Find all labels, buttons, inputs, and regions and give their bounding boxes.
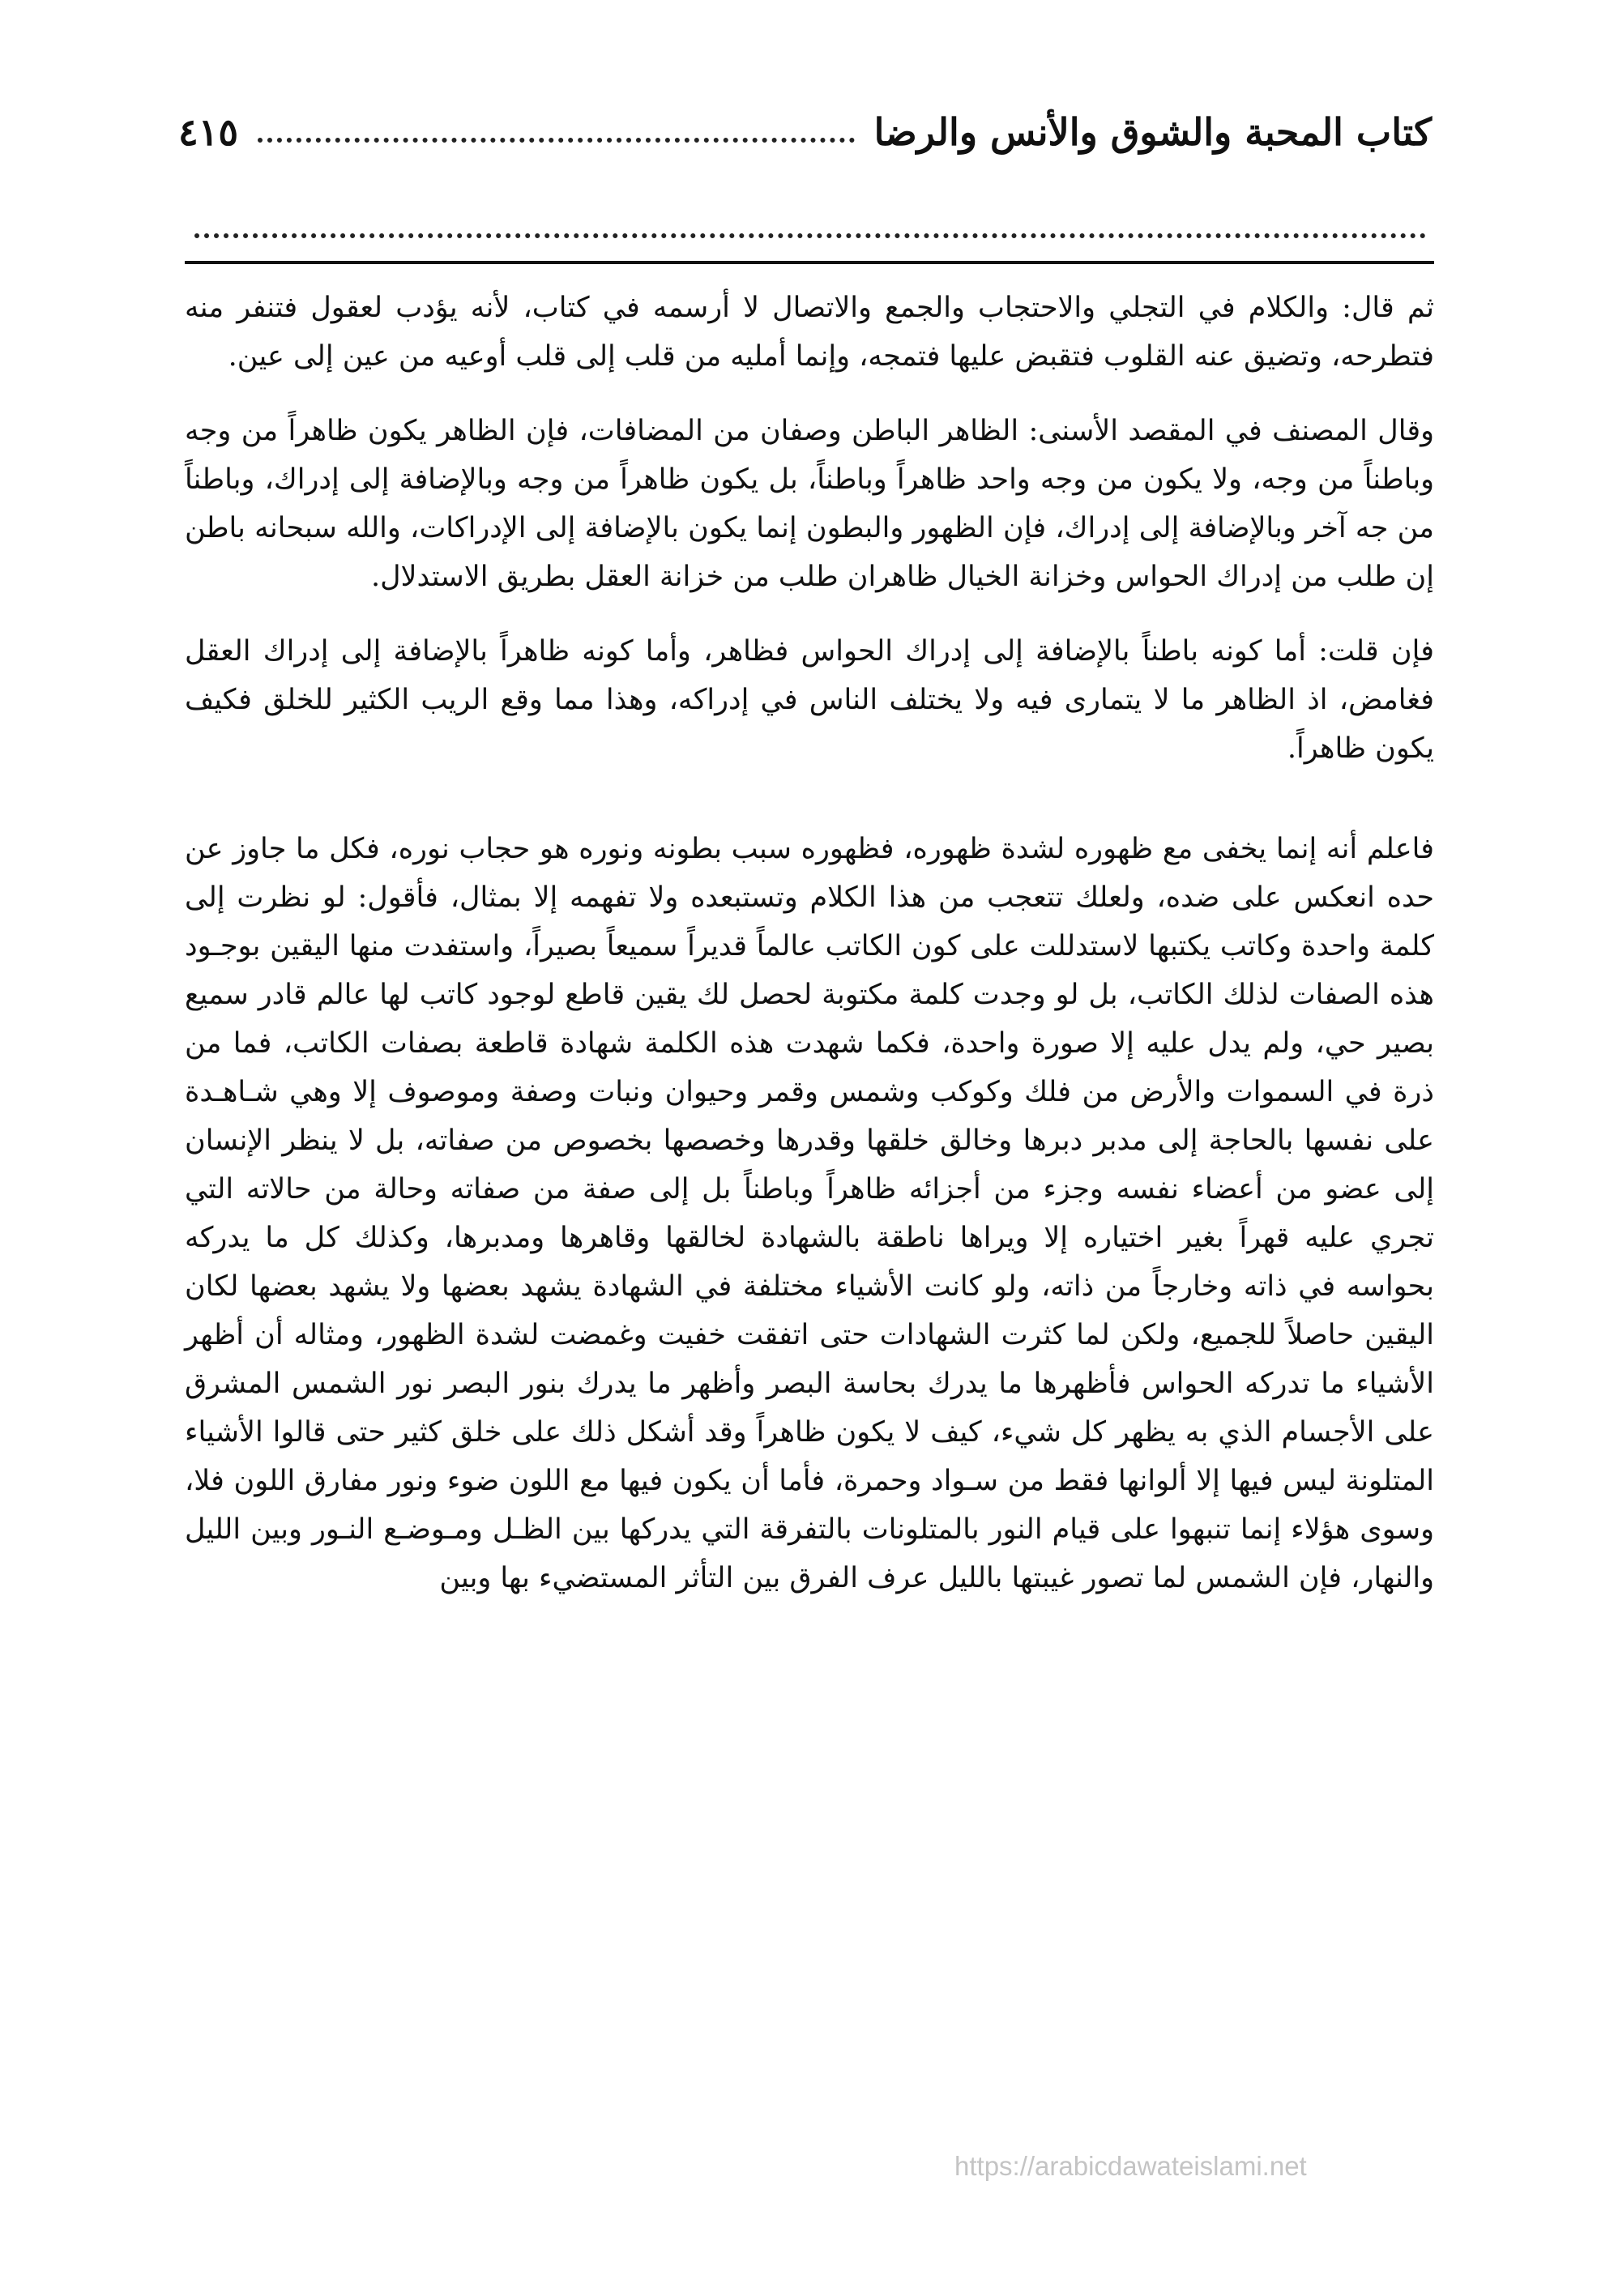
paragraph: فاعلم أنه إنما يخفى مع ظهوره لشدة ظهوره، فظهوره سبب بطونه ونوره هو حجاب نوره، فكل ما جاوز عن حده انعكس على ضده، ولعلك تتعجب من هذا الكلام وتستبعده ولا تفهمه إلا بمثال، فأقول: لو نظرت إلى كلمة واحدة وكاتب يكتبها لاستدللت على كون الكاتب عالماً قديراً سميعاً بصيراً، واستفدت منها اليقين بوجـود هذه الصفات لذلك الكاتب، بل لو وجدت كلمة مكتوبة لحصل لك يقين قاطع لوجود كاتب لها عالم قادر سميع بصير حي، ولم يدل عليه إلا صورة واحدة، فكما شهدت هذه الكلمة شهادة قاطعة بصفات الكاتب، فما من ذرة في السموات والأرض من فلك وكوكب وشمس وقمر وحيوان ونبات وصفة وموصوف إلا وهي شـاهـدة على نفسها بالحاجة إلى مدبر دبرها وخالق خلقها وقدرها وخصصها بخصوص من صفاته، بل لا ينظر الإنسان إلى عضو من أعضاء نفسه وجزء من أجزائه ظاهراً وباطناً بل إلى صفة من صفاته وحالة من حالاته التي تجري عليه قهراً بغير اختياره إلا ويراها ناطقة بالشهادة لخالقها وقاهرها ومدبرها، وكذلك كل ما يدركه بحواسه في ذاته وخارجاً من ذاته، ولو كانت الأشياء مختلفة في الشهادة يشهد بعضها ولا يشهد بعضها لكان اليقين حاصلاً للجميع، ولكن لما كثرت الشهادات حتى اتفقت خفيت وغمضت لشدة الظهور، ومثاله أن أظهر الأشياء ما تدركه الحواس فأظهرها ما يدرك بحاسة البصر وأظهر ما يدرك بنور البصر نور الشمس المشرق على الأجسام الذي به يظهر كل شيء، كيف لا يكون ظاهراً وقد أشكل ذلك على خلق كثير حتى قالوا الأشياء المتلونة ليس فيها إلا ألوانها فقط من سـواد وحمرة، فأما أن يكون فيها مع اللون ضوء ونور مفارق اللون فلا، وسوى هؤلاء إنما تنبهوا على قيام النور بالمتلونات بالتفرقة التي يدركها بين الظـل ومـوضـع النـور وبين الليل والنهار، فإن الشمس لما تصور غيبتها بالليل عرف الفرق بين التأثر المستضيء بها وبين (185, 833, 1434, 1594)
body-text (185, 284, 1434, 1603)
paragraph: وقال المصنف في المقصد الأسنى: الظاهر الباطن وصفان من المضافات، فإن الظاهر يكون ظاهراً من وجه وباطناً من وجه، ولا يكون من وجه واحد ظاهراً وباطناً، بل يكون ظاهراً من وجه وبالإضافة إلى إدراك، وباطناً من جه آخر وبالإضافة إلى إدراك، فإن الظهور والبطون إنما يكون بالإضافة إلى الإدراكات، والله سبحانه باطن إن طلب من إدراك الحواس وخزانة الخيال ظاهران طلب من خزانة العقل بطريق الاستدلال. (185, 415, 1434, 593)
dotted-separator (194, 233, 1426, 238)
chapter-title: كتاب المحبة والشوق والأنس والرضا (873, 110, 1432, 154)
paragraph: فإن قلت: أما كونه باطناً بالإضافة إلى إدراك الحواس فظاهر، وأما كونه ظاهراً بالإضافة إلى إدراك العقل فغامض، اذ الظاهر ما لا يتمارى فيه ولا يختلف الناس في إدراكه، وهذا مما وقع الريب الكثير للخلق فكيف يكون ظاهراً. (185, 635, 1434, 765)
running-header (178, 96, 1432, 169)
page-number: ٤١٥ (178, 110, 239, 154)
header-rule (185, 261, 1434, 264)
watermark-url: https://arabicdawateislami.net (954, 2151, 1307, 2181)
paragraph: ثم قال: والكلام في التجلي والاحتجاب والجمع والاتصال لا أرسمه في كتاب، لأنه يؤدب لعقول فتنفر منه فتطرحه، وتضيق عنه القلوب فتقبض عليها فتمجه، وإنما أمليه من قلب إلى قلب أوعيه من عين إلى عين. (185, 292, 1434, 373)
header-dot-leader (258, 138, 854, 143)
